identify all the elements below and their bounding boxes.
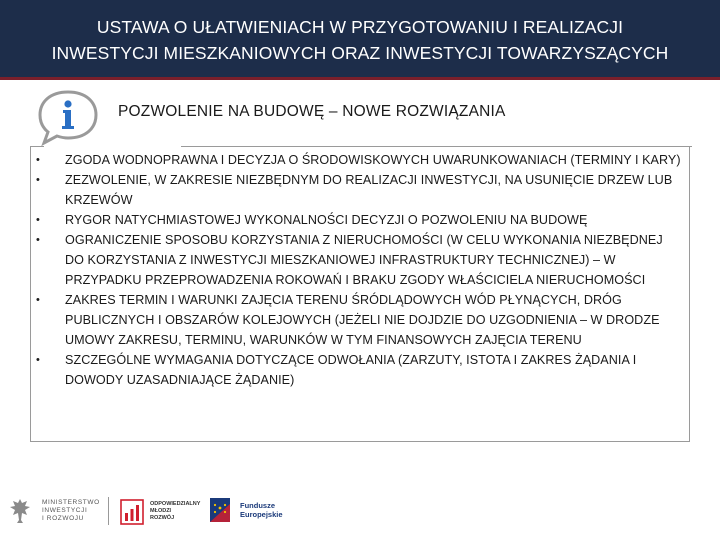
slide-title-bar	[0, 0, 720, 80]
ministry-logo	[8, 496, 109, 526]
list-item	[31, 170, 691, 210]
bullet-list	[31, 150, 691, 390]
list-item	[31, 350, 691, 390]
content-box	[30, 146, 690, 442]
eu-text: Fundusze Europejskie	[240, 501, 283, 519]
ministry-name: MINISTERSTWO INWESTYCJI I ROZWOJU	[42, 499, 100, 522]
bullet-dot: •	[36, 214, 40, 226]
box-top-border-left	[30, 146, 44, 147]
info-speech-bubble-icon	[34, 88, 102, 146]
slide-title-line-1: USTAWA O UŁATWIENIACH W PRZYGOTOWANIU I REALIZACJI	[96, 17, 624, 37]
slide-title-line-2: INWESTYCJI MIESZKANIOWYCH ORAZ INWESTYCJI TOWARZYSZĄCYCH	[51, 43, 669, 63]
bullet-text: SZCZEGÓLNE WYMAGANIA DOTYCZĄCE ODWOŁANIA (ZARZUTY, ISTOTA I ZAKRES ŻĄDANIA I DOWODY UZASADNIAJĄCE ŻĄDANIE)	[65, 353, 637, 387]
bar-chart-logo-icon	[120, 496, 144, 526]
bullet-dot: •	[36, 174, 40, 186]
footer-logos	[0, 488, 720, 540]
list-item	[31, 210, 691, 230]
odpowiedzialny-rozwoj-logo	[120, 496, 200, 526]
bullet-text: ZGODA WODNOPRAWNA I DECYZJA O ŚRODOWISKOWYCH UWARUNKOWANIACH (TERMINY I KARY)	[65, 153, 681, 167]
bullet-text: RYGOR NATYCHMIASTOWEJ WYKONALNOŚCI DECYZJI O POZWOLENIU NA BUDOWĘ	[65, 213, 588, 227]
bullet-dot: •	[36, 354, 40, 366]
list-item	[31, 290, 691, 350]
section-subtitle: POZWOLENIE NA BUDOWĘ – NOWE ROZWIĄZANIA	[118, 103, 506, 120]
eagle-emblem-icon	[8, 496, 32, 526]
eu-funds-star-icon	[208, 496, 232, 524]
list-item	[31, 150, 691, 170]
bullet-dot: •	[36, 154, 40, 166]
title-accent-stripe	[0, 77, 720, 80]
list-item	[31, 230, 691, 290]
eu-funds-logo	[208, 496, 283, 524]
box-top-border-right	[181, 146, 692, 147]
bullet-dot: •	[36, 294, 40, 306]
odp-text: ODPOWIEDZIALNY MŁODZI ROZWÓJ	[150, 500, 201, 521]
bullet-text: ZEZWOLENIE, W ZAKRESIE NIEZBĘDNYM DO REALIZACJI INWESTYCJI, NA USUNIĘCIE DRZEW LUB KRZEWÓW	[65, 173, 673, 207]
bullet-dot: •	[36, 234, 40, 246]
logo-separator	[108, 497, 109, 525]
bullet-text: OGRANICZENIE SPOSOBU KORZYSTANIA Z NIERUCHOMOŚCI (W CELU WYKONANIA NIEZBĘDNEJ DO KORZYSTANIA Z INWESTYCJI MIESZKANIOWEJ INFRASTRUKTURY TECHNICZNEJ) – W PRZYPADKU PRZEPROWADZENIA ROKOWAŃ I BRAKU ZGODY WŁAŚCICIELA NIERUCHOMOŚCI	[65, 233, 663, 287]
bullet-text: ZAKRES TERMIN I WARUNKI ZAJĘCIA TERENU ŚRÓDLĄDOWYCH WÓD PŁYNĄCYCH, DRÓG PUBLICZNYCH I OBSZARÓW KOLEJOWYCH (JEŻELI NIE DOJDZIE DO UZGODNIENIA – W DRODZE UMOWY ZAKRESU, TERMINU, WARUNKÓW W TYM FINANSOWYCH ZAJĘCIA TERENU	[65, 293, 660, 347]
